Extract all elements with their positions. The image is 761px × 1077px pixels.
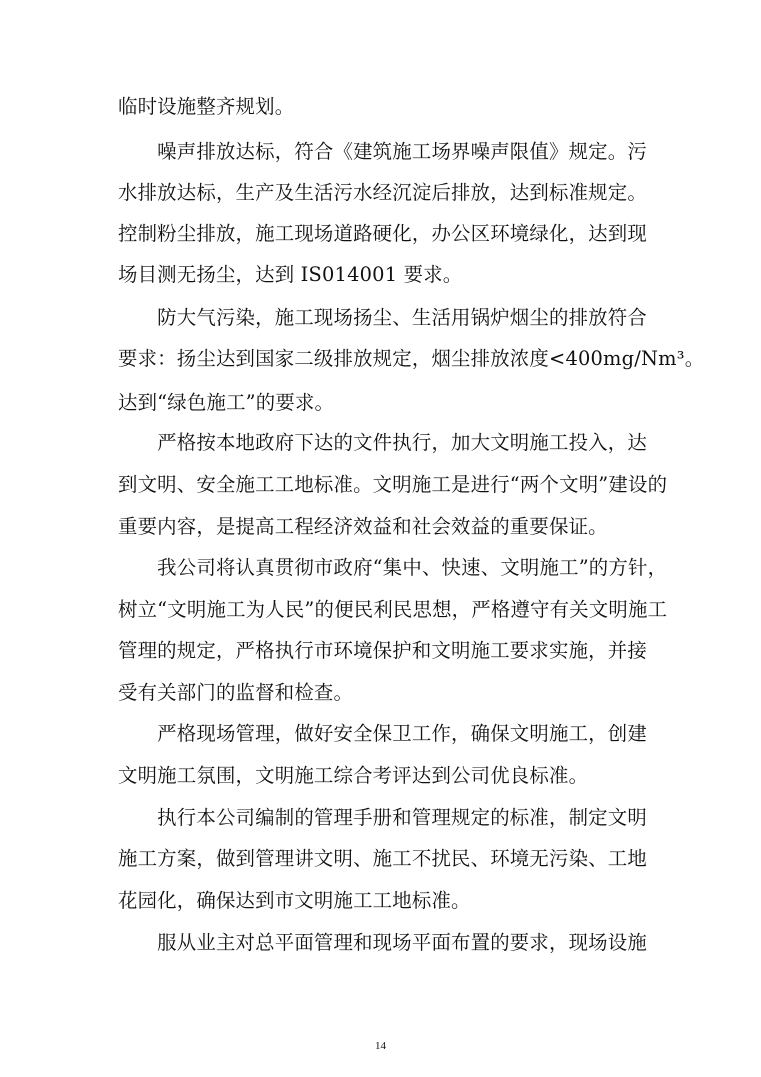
- text-line: 文明施工氛围，文明施工综合考评达到公司优良标准。: [118, 764, 589, 787]
- text-line: 防大气污染，施工现场扬尘、生活用锅炉烟尘的排放符合: [118, 306, 647, 329]
- text-line: 控制粉尘排放，施工现场道路硬化，办公区环境绿化，达到现: [118, 222, 647, 245]
- text-line: 受有关部门的监督和检查。: [118, 681, 354, 704]
- text-line: 严格现场管理，做好安全保卫工作，确保文明施工，创建: [118, 722, 647, 745]
- text-line: 严格按本地政府下达的文件执行，加大文明施工投入，达: [118, 431, 647, 454]
- text-line: 噪声排放达标，符合《建筑施工场界噪声限值》规定。污: [118, 140, 647, 163]
- text-line: 水排放达标，生产及生活污水经沉淀后排放，达到标准规定。: [118, 181, 647, 204]
- text-line: 临时设施整齐规划。: [118, 95, 295, 118]
- text-line: 重要内容，是提高工程经济效益和社会效益的重要保证。: [118, 515, 608, 538]
- text-line: 管理的规定，严格执行市环境保护和文明施工要求实施，并接: [118, 639, 647, 662]
- text-line: 树立“文明施工为人民”的便民利民思想，严格遵守有关文明施工: [118, 598, 668, 621]
- text-line: 我公司将认真贯彻市政府“集中、快速、文明施工”的方针，: [118, 556, 668, 579]
- text-line: 要求：扬尘达到国家二级排放规定，烟尘排放浓度<400mg/Nm³。: [118, 347, 705, 370]
- text-line: 场目测无扬尘，达到 IS014001 要求。: [118, 263, 463, 286]
- text-line: 服从业主对总平面管理和现场平面布置的要求，现场设施: [118, 931, 647, 954]
- text-line: 执行本公司编制的管理手册和管理规定的标准，制定文明: [118, 806, 647, 829]
- text-line: 达到“绿色施工”的要求。: [118, 391, 335, 414]
- text-line: 花园化，确保达到市文明施工工地标准。: [118, 889, 471, 912]
- text-line: 施工方案，做到管理讲文明、施工不扰民、环境无污染、工地: [118, 847, 647, 870]
- page-number: 14: [375, 1040, 386, 1052]
- text-line: 到文明、安全施工工地标准。文明施工是进行“两个文明”建设的: [118, 473, 668, 496]
